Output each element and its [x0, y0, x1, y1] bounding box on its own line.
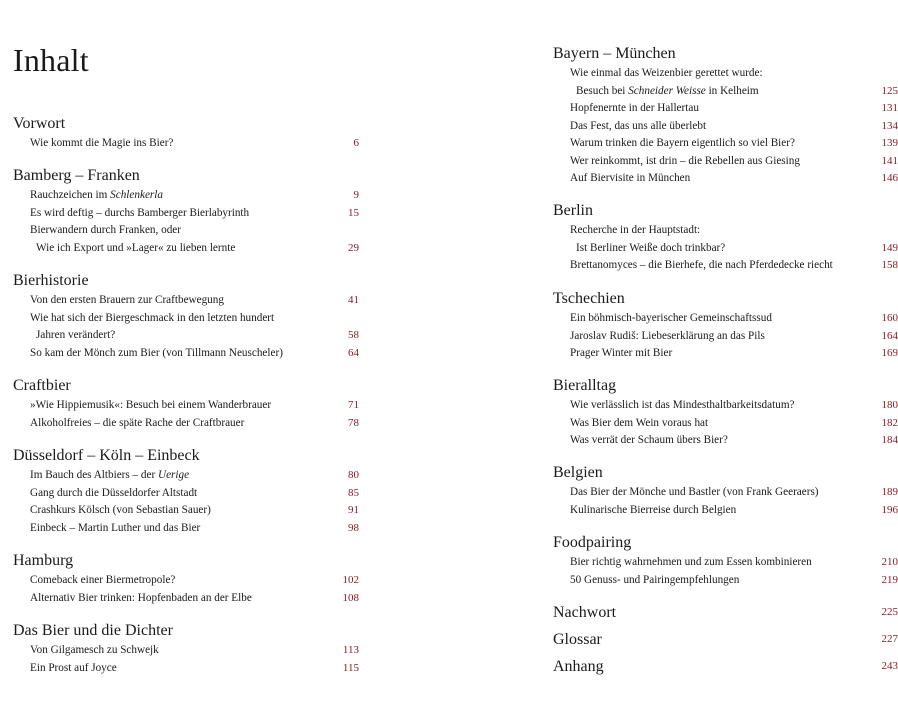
section-heading[interactable]	[553, 289, 898, 309]
toc-entry[interactable]	[13, 345, 359, 363]
toc-entry[interactable]	[13, 310, 359, 328]
toc-entry[interactable]	[13, 205, 359, 223]
toc-section	[13, 166, 359, 257]
section-heading[interactable]	[553, 603, 898, 623]
entry-title: Bierwandern durch Franken, oder	[30, 224, 181, 236]
entry-page-number: 210	[881, 556, 898, 568]
entry-page-number: 196	[881, 503, 898, 516]
section-title: Belgien	[553, 464, 603, 481]
entry-title: So kam der Mönch zum Bier (von Tillmann Neuscheler)	[30, 346, 283, 359]
entry-title: 50 Genuss- und Pairingempfehlungen	[570, 573, 740, 586]
entry-page-number: 29	[348, 241, 359, 254]
entry-page-number: 189	[881, 486, 898, 498]
toc-entry[interactable]	[553, 432, 898, 450]
section-page-number: 243	[881, 660, 898, 672]
section-heading[interactable]	[13, 376, 359, 396]
toc-entry[interactable]	[553, 100, 898, 118]
toc-entry-continuation[interactable]	[553, 240, 898, 258]
page-title: Inhalt	[13, 42, 89, 78]
entry-title: Ist Berliner Weiße doch trinkbar?	[576, 241, 726, 254]
section-heading[interactable]	[13, 621, 359, 641]
section-heading[interactable]	[13, 271, 359, 291]
toc-section	[13, 551, 359, 607]
section-heading[interactable]	[13, 446, 359, 466]
toc-entry[interactable]	[553, 345, 898, 363]
entry-page-number: 180	[881, 399, 898, 411]
entry-page-number: 164	[881, 329, 898, 342]
entry-title: Jahren verändert?	[36, 329, 116, 341]
entry-page-number: 125	[881, 84, 898, 97]
entry-page-number: 113	[342, 644, 359, 656]
entry-page-number: 184	[881, 434, 898, 446]
entry-page-number: 115	[342, 661, 359, 674]
toc-entry[interactable]	[553, 397, 898, 415]
toc-entry[interactable]	[553, 554, 898, 572]
entry-title: Besuch bei Schneider Weisse in Kelheim	[576, 84, 759, 97]
section-heading[interactable]	[553, 463, 898, 483]
toc-entry[interactable]	[13, 520, 359, 538]
section-title: Vorwort	[13, 115, 66, 132]
toc-entry[interactable]	[553, 257, 898, 275]
entry-title: Im Bauch des Altbiers – der Uerige	[30, 469, 190, 481]
entry-page-number: 98	[348, 521, 359, 534]
toc-entry[interactable]	[553, 153, 898, 171]
toc-entry[interactable]	[13, 485, 359, 503]
entry-title: Brettanomyces – die Bierhefe, die nach Pferdedecke riecht	[570, 259, 833, 271]
toc-section	[553, 201, 898, 275]
entry-page-number: 91	[348, 504, 359, 516]
toc-section	[553, 533, 898, 589]
entry-title: Ein Prost auf Joyce	[30, 661, 117, 674]
entry-title: Recherche in der Hauptstadt:	[570, 224, 701, 236]
entry-title: Rauchzeichen im Schlenkerla	[30, 189, 163, 201]
section-title: Tschechien	[553, 290, 625, 307]
section-title: Düsseldorf – Köln – Einbeck	[13, 447, 200, 464]
section-title: Bayern – München	[553, 45, 676, 62]
section-heading[interactable]	[13, 166, 359, 186]
toc-entry[interactable]	[13, 642, 359, 660]
section-title: Bamberg – Franken	[13, 167, 140, 184]
toc-section	[13, 446, 359, 537]
entry-page-number: 71	[348, 399, 359, 411]
entry-page-number: 58	[348, 329, 359, 341]
entry-title: Wer reinkommt, ist drin – die Rebellen aus Giesing	[570, 154, 800, 167]
entry-page-number: 102	[342, 574, 359, 586]
section-page-number: 227	[881, 633, 898, 645]
toc-entry[interactable]	[553, 118, 898, 136]
section-title: Bieralltag	[553, 377, 617, 394]
entry-title: Hopfenernte in der Hallertau	[570, 102, 699, 114]
toc-entry[interactable]	[553, 502, 898, 520]
toc-section	[553, 289, 898, 363]
toc-section	[553, 376, 898, 450]
section-page-number: 225	[881, 606, 898, 618]
entry-title: Was verrät der Schaum übers Bier?	[570, 434, 728, 446]
entry-title: »Wie Hippiemusik«: Besuch bei einem Wanderbrauer	[30, 399, 272, 411]
toc-entry-continuation[interactable]	[13, 240, 359, 258]
entry-title: Gang durch die Düsseldorfer Altstadt	[30, 486, 198, 499]
entry-page-number: 9	[353, 189, 359, 201]
toc-entry[interactable]	[13, 292, 359, 310]
entry-title: Auf Biervisite in München	[570, 172, 691, 184]
toc-entry[interactable]	[553, 415, 898, 433]
entry-page-number: 149	[881, 241, 898, 254]
toc-entry[interactable]	[13, 502, 359, 520]
toc-entry[interactable]	[13, 590, 359, 608]
toc-entry[interactable]	[13, 467, 359, 485]
toc-entry[interactable]	[553, 484, 898, 502]
entry-title: Comeback einer Biermetropole?	[30, 574, 176, 586]
toc-entry[interactable]	[13, 222, 359, 240]
toc-entry[interactable]	[553, 65, 898, 83]
entry-page-number: 182	[881, 416, 898, 429]
section-heading[interactable]	[553, 657, 898, 677]
section-title: Das Bier und die Dichter	[13, 622, 173, 639]
section-title: Berlin	[553, 202, 593, 219]
entry-page-number: 169	[881, 347, 898, 359]
entry-title: Crashkurs Kölsch (von Sebastian Sauer)	[30, 504, 211, 516]
toc-section	[13, 271, 359, 362]
toc-section	[553, 657, 898, 677]
entry-title: Es wird deftig – durchs Bamberger Bierlabyrinth	[30, 206, 250, 219]
entry-title: Das Bier der Mönche und Bastler (von Frank Geeraers)	[570, 486, 819, 498]
entry-title: Was Bier dem Wein voraus hat	[570, 416, 709, 429]
section-title: Glossar	[553, 631, 602, 648]
toc-entry-continuation[interactable]	[13, 327, 359, 345]
toc-entry[interactable]	[13, 187, 359, 205]
entry-page-number: 85	[348, 486, 359, 499]
toc-entry[interactable]	[553, 222, 898, 240]
entry-title: Einbeck – Martin Luther und das Bier	[30, 521, 201, 534]
entry-title: Wie hat sich der Biergeschmack in den letzten hundert	[30, 311, 275, 324]
entry-page-number: 134	[881, 119, 898, 132]
entry-title: Ein böhmisch-bayerischer Gemeinschaftssud	[570, 312, 772, 324]
toc-entry[interactable]	[553, 170, 898, 188]
toc-entry[interactable]	[553, 135, 898, 153]
entry-title: Prager Winter mit Bier	[570, 347, 673, 359]
entry-title: Bier richtig wahrnehmen und zum Essen kombinieren	[570, 556, 812, 568]
entry-title: Wie kommt die Magie ins Bier?	[30, 137, 174, 149]
section-heading[interactable]	[553, 533, 898, 553]
entry-page-number: 15	[348, 206, 359, 219]
toc-section	[553, 630, 898, 650]
entry-title: Von Gilgamesch zu Schwejk	[30, 644, 159, 656]
entry-page-number: 158	[881, 259, 898, 271]
toc-section	[13, 114, 359, 153]
entry-page-number: 108	[342, 591, 359, 604]
entry-page-number: 78	[348, 416, 359, 429]
section-title: Anhang	[553, 658, 604, 675]
toc-entry[interactable]	[553, 328, 898, 346]
entry-title: Alternativ Bier trinken: Hopfenbaden an der Elbe	[30, 591, 252, 604]
entry-page-number: 219	[881, 573, 898, 586]
toc-section	[553, 603, 898, 623]
toc-section	[553, 44, 898, 188]
section-title: Foodpairing	[553, 534, 632, 551]
entry-title: Von den ersten Brauern zur Craftbewegung	[30, 294, 224, 306]
section-heading[interactable]	[13, 551, 359, 571]
entry-page-number: 41	[348, 294, 359, 306]
toc-entry[interactable]	[13, 660, 359, 678]
toc-section	[553, 463, 898, 519]
section-heading[interactable]	[553, 44, 898, 64]
entry-page-number: 64	[348, 346, 359, 359]
entry-title: Wie ich Export und »Lager« zu lieben lernte	[36, 241, 236, 254]
toc-section	[13, 376, 359, 432]
toc-section	[13, 621, 359, 677]
entry-title: Jaroslav Rudiš: Liebeserklärung an das Pils	[570, 329, 765, 342]
entry-title: Warum trinken die Bayern eigentlich so viel Bier?	[570, 137, 795, 149]
entry-title: Kulinarische Bierreise durch Belgien	[570, 503, 737, 516]
toc-entry[interactable]	[13, 135, 359, 153]
section-title: Nachwort	[553, 604, 617, 621]
entry-page-number: 80	[348, 469, 359, 481]
toc-entry[interactable]	[13, 397, 359, 415]
toc-entry[interactable]	[553, 572, 898, 590]
section-title: Hamburg	[13, 552, 74, 569]
section-title: Craftbier	[13, 377, 71, 394]
toc-entry[interactable]	[553, 310, 898, 328]
entry-page-number: 131	[881, 102, 898, 114]
section-heading[interactable]	[13, 114, 359, 134]
entry-title: Das Fest, das uns alle überlebt	[570, 119, 707, 132]
entry-page-number: 6	[353, 137, 359, 149]
entry-title: Wie einmal das Weizenbier gerettet wurde:	[570, 67, 763, 79]
section-heading[interactable]	[553, 201, 898, 221]
section-heading[interactable]	[553, 630, 898, 650]
entry-title: Alkoholfreies – die späte Rache der Craftbrauer	[30, 416, 245, 429]
toc-entry[interactable]	[13, 572, 359, 590]
section-heading[interactable]	[553, 376, 898, 396]
entry-title: Wie verlässlich ist das Mindesthaltbarkeitsdatum?	[570, 399, 795, 411]
entry-page-number: 141	[881, 154, 898, 167]
toc-entry-continuation[interactable]	[553, 83, 898, 101]
entry-page-number: 139	[881, 137, 898, 149]
entry-page-number: 146	[881, 172, 898, 184]
section-title: Bierhistorie	[13, 272, 89, 289]
toc-entry[interactable]	[13, 415, 359, 433]
entry-page-number: 160	[881, 312, 898, 324]
